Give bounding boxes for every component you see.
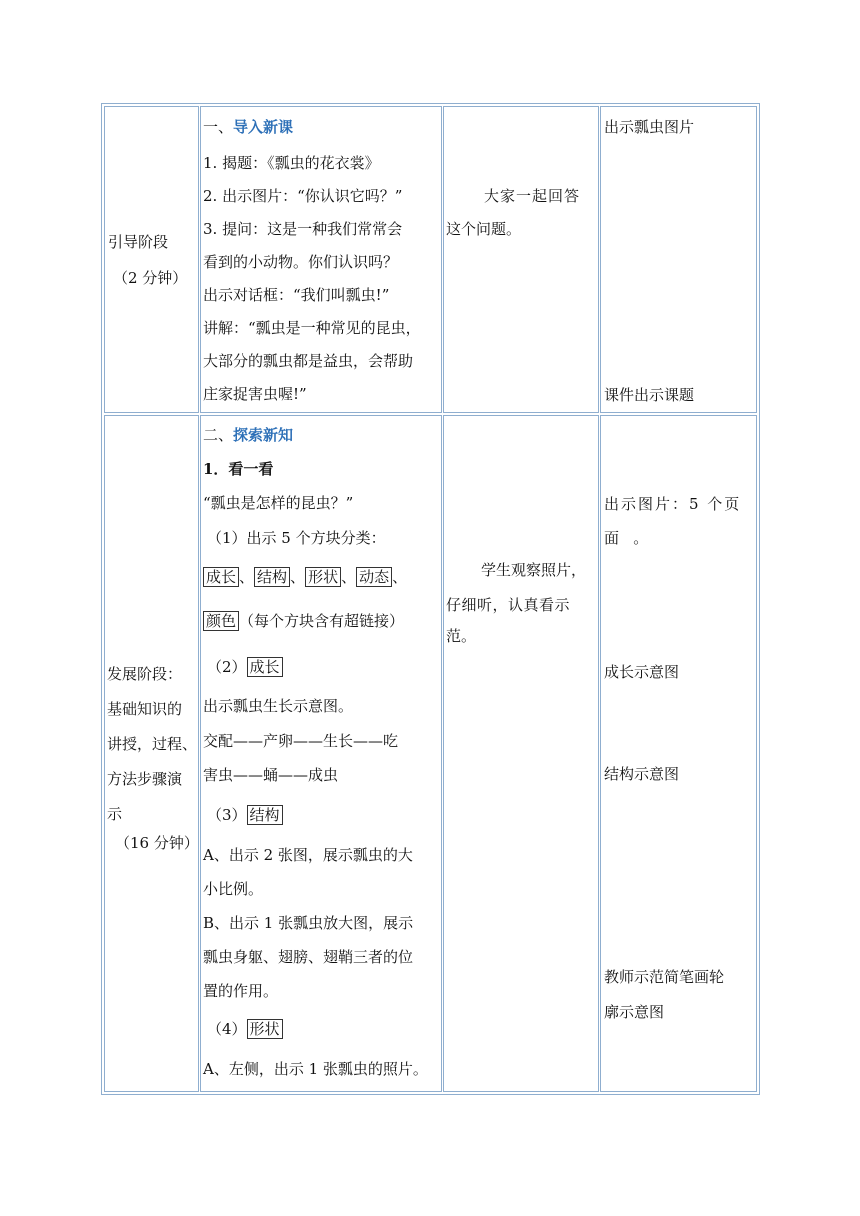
content-line: 2. 出示图片：“你认识它吗？” xyxy=(203,187,403,205)
content-line: 1. 揭题：《瓢虫的花衣裳》 xyxy=(203,154,380,172)
step-text: （1）出示 5 个方块分类： xyxy=(207,529,386,547)
media-cell-2 xyxy=(600,415,757,1092)
stage-line: 发展阶段： xyxy=(107,665,183,683)
step-structure: （3） 结构 xyxy=(207,803,283,827)
student-activity: 大家一起回答 xyxy=(484,187,581,205)
stage-cell-1 xyxy=(104,106,199,413)
link-growth[interactable]: 成长 xyxy=(247,657,283,677)
media-note: 出示瓢虫图片 xyxy=(604,118,695,136)
content-line: 交配——产卵——生长——吃 xyxy=(203,732,399,750)
link-shape[interactable]: 形状 xyxy=(247,1019,283,1039)
content-cell-1 xyxy=(200,106,442,413)
stage-time: （2 分钟） xyxy=(113,269,188,287)
lesson-plan-table xyxy=(101,103,760,1095)
category-blocks: 成长 、 结构 、 形状 、 动态 、 xyxy=(203,565,407,589)
student-activity: 仔细听，认真看示 xyxy=(446,596,571,614)
content-line: 出示对话框：“我们叫瓢虫!” xyxy=(203,286,390,304)
stage-cell-2 xyxy=(104,415,199,1092)
stage-line: 讲授，过程、 xyxy=(107,735,198,753)
media-note: 面 。 xyxy=(604,529,649,547)
content-line: 看到的小动物。你们认识吗？ xyxy=(203,253,399,271)
content-line: 小比例。 xyxy=(203,880,264,898)
section-heading: 一、导入新课 xyxy=(203,118,294,136)
student-activity: 范。 xyxy=(446,627,477,645)
category-blocks-2: 颜色 （每个方块含有超链接） xyxy=(203,609,404,633)
block-growth[interactable]: 成长 xyxy=(203,567,239,587)
content-line: A、出示 2 张图，展示瓢虫的大 xyxy=(203,846,413,864)
student-activity: 学生观察照片， xyxy=(481,561,587,579)
content-line: 置的作用。 xyxy=(203,982,279,1000)
content-line: 讲解：“瓢虫是一种常见的昆虫， xyxy=(203,319,421,337)
step-growth: （2） 成长 xyxy=(207,655,283,679)
content-line: 出示瓢虫生长示意图。 xyxy=(203,697,354,715)
sub-heading: 1．看一看 xyxy=(203,460,274,478)
stage-line: 基础知识的 xyxy=(107,700,183,718)
content-line: 3. 提问：这是一种我们常常会 xyxy=(203,220,403,238)
content-line: 庄家捉害虫喔!” xyxy=(203,385,307,403)
content-cell-2 xyxy=(200,415,442,1092)
student-cell-2 xyxy=(443,415,599,1092)
student-activity: 这个问题。 xyxy=(446,220,522,238)
block-motion[interactable]: 动态 xyxy=(356,567,392,587)
media-note: 课件出示课题 xyxy=(604,386,695,404)
media-note: 廓示意图 xyxy=(604,1003,665,1021)
media-note: 成长示意图 xyxy=(604,663,680,681)
step-shape: （4） 形状 xyxy=(207,1017,283,1041)
content-line: 瓢虫身躯、翅膀、翅鞘三者的位 xyxy=(203,948,414,966)
student-cell-1 xyxy=(443,106,599,413)
block-color[interactable]: 颜色 xyxy=(203,611,239,631)
stage-time: （16 分钟） xyxy=(115,834,199,852)
content-line: 害虫——蛹——成虫 xyxy=(203,766,339,784)
media-note: 结构示意图 xyxy=(604,765,680,783)
block-structure[interactable]: 结构 xyxy=(254,567,290,587)
stage-line: 方法步骤演 xyxy=(107,770,183,788)
stage-name: 引导阶段 xyxy=(108,233,169,251)
content-line: B、出示 1 张瓢虫放大图，展示 xyxy=(203,914,414,932)
question-text: “瓢虫是怎样的昆虫？” xyxy=(203,494,354,512)
media-cell-1 xyxy=(600,106,757,413)
link-structure[interactable]: 结构 xyxy=(247,805,283,825)
content-line: A、左侧，出示 1 张瓢虫的照片。 xyxy=(203,1060,428,1078)
media-note: 出示图片：5 个页 xyxy=(604,495,742,513)
media-note: 教师示范简笔画轮 xyxy=(604,968,725,986)
block-shape[interactable]: 形状 xyxy=(305,567,341,587)
stage-line: 示 xyxy=(107,805,123,823)
section-heading: 二、探索新知 xyxy=(203,426,294,444)
content-line: 大部分的瓢虫都是益虫，会帮助 xyxy=(203,352,414,370)
